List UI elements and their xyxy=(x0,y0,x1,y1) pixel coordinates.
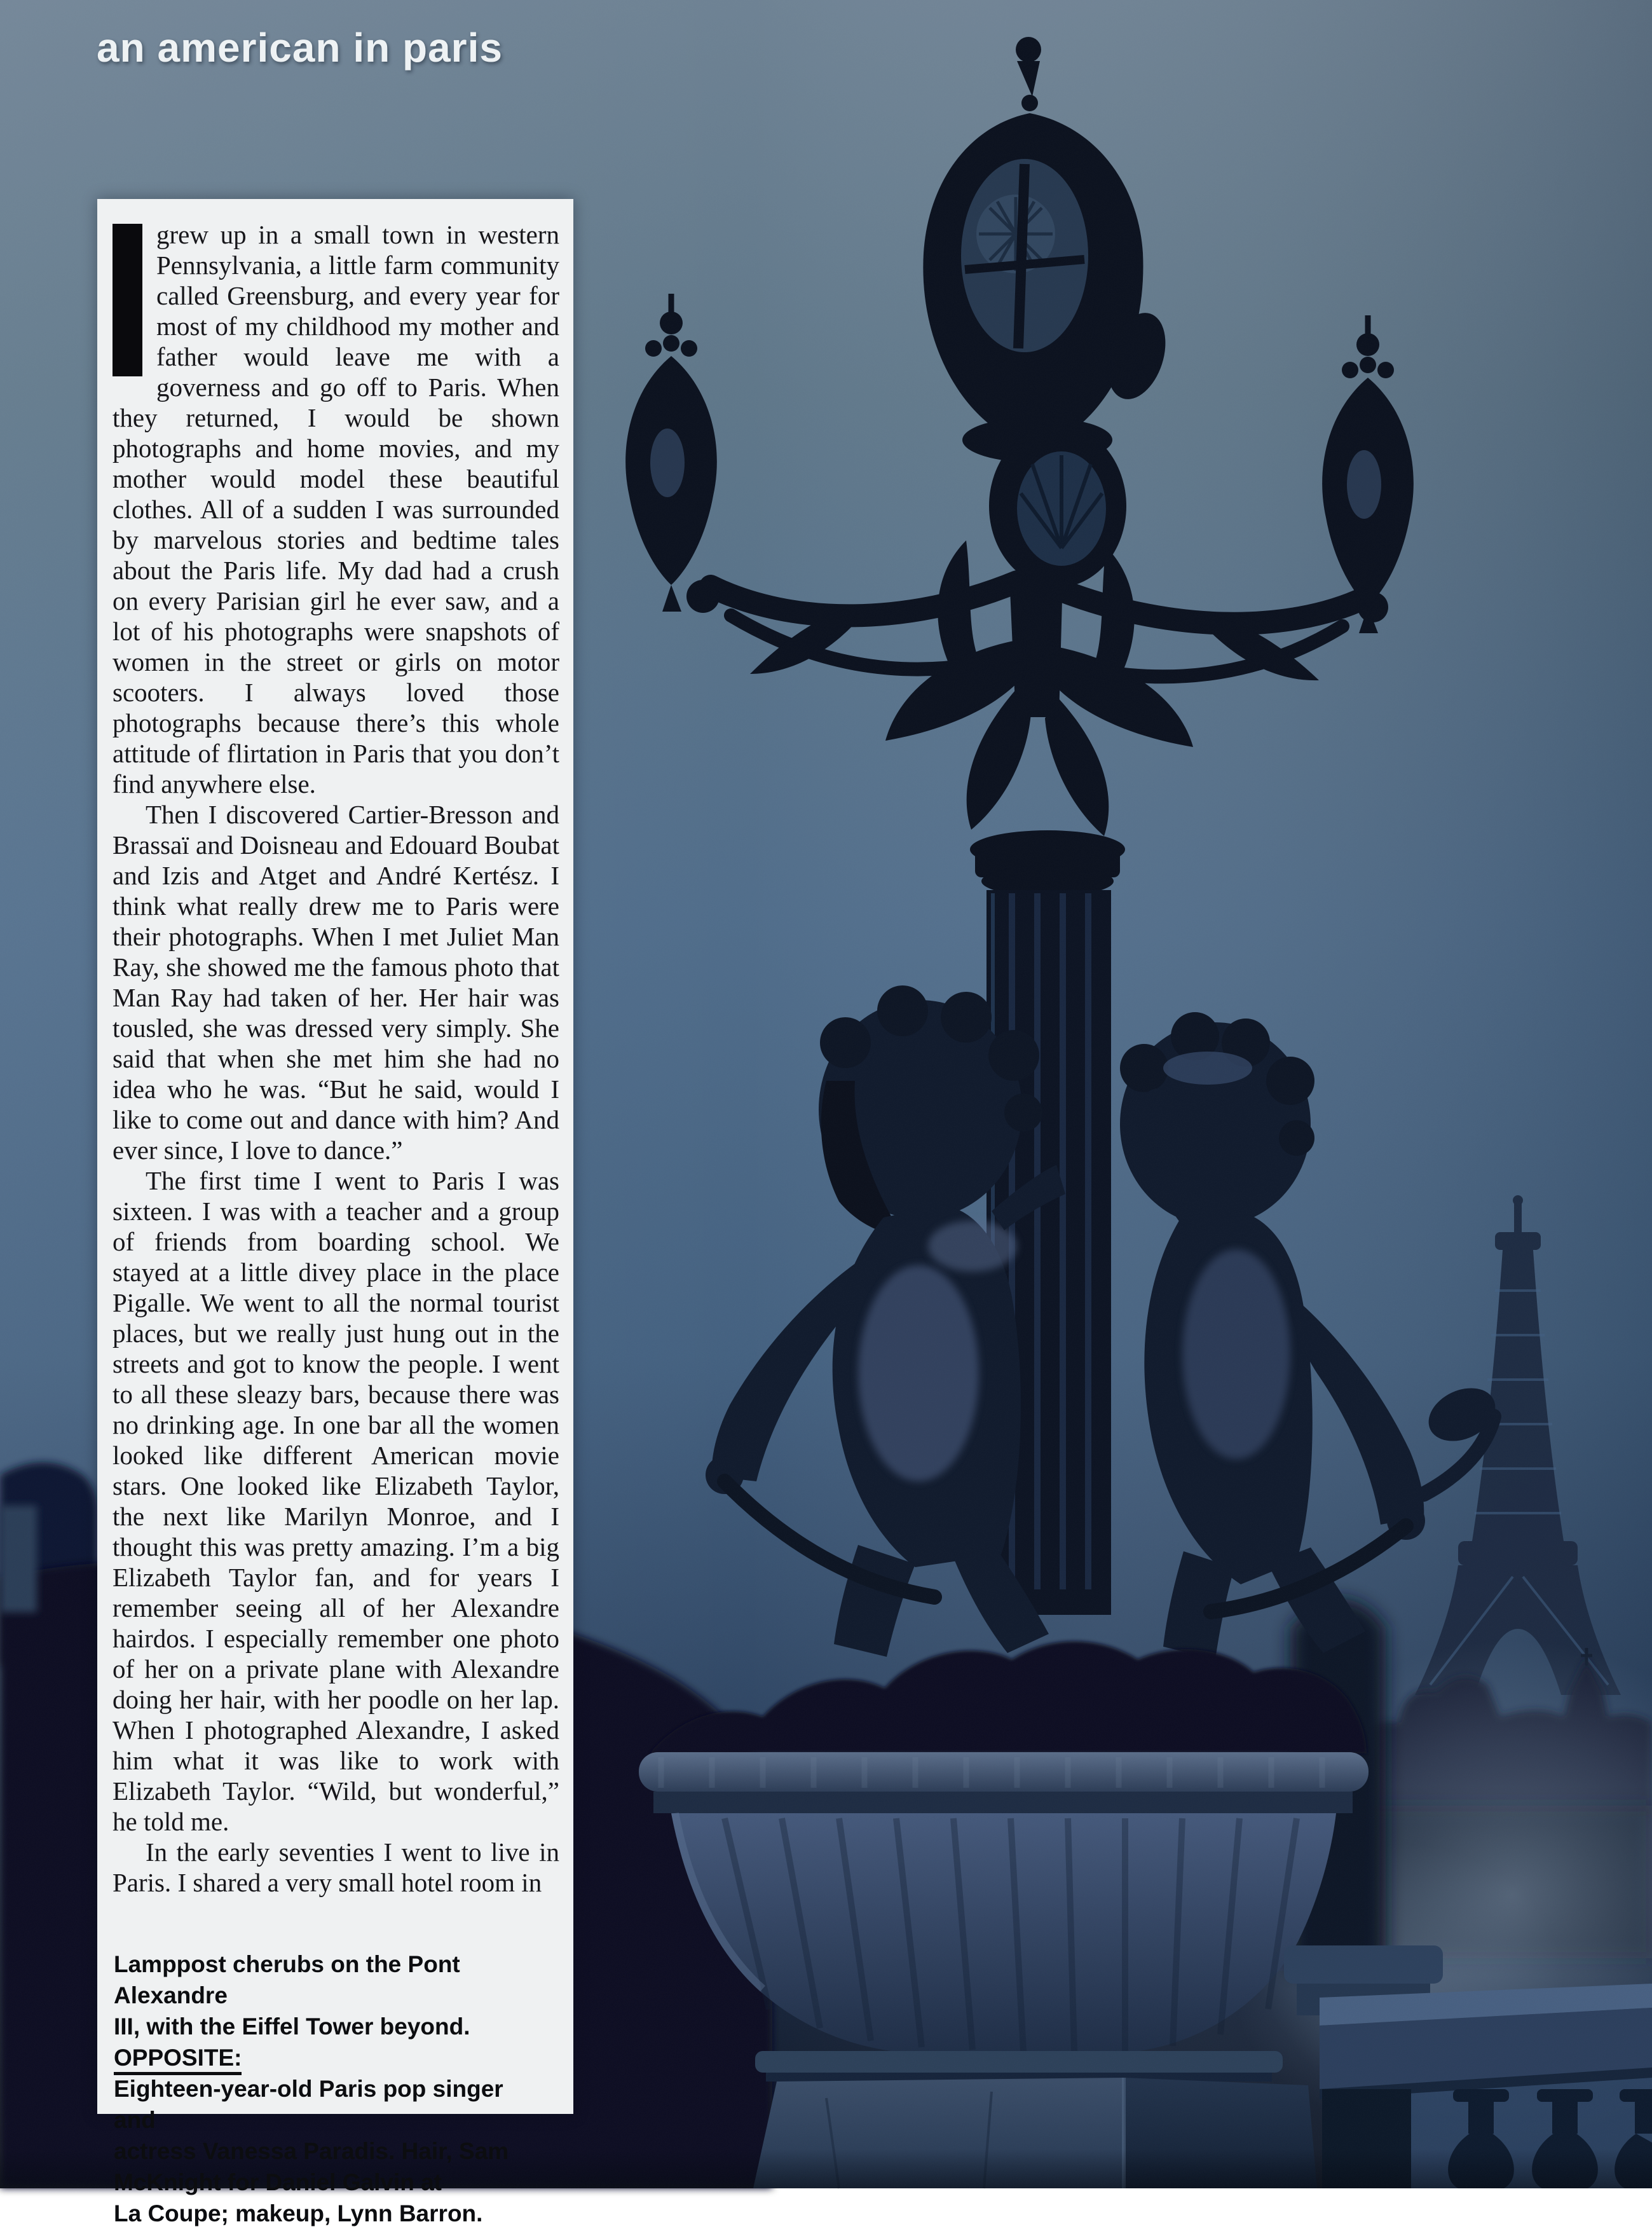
drop-cap-I xyxy=(113,224,142,376)
caption-line: La Coupe; makeup, Lynn Barron. xyxy=(114,2200,483,2226)
article-text xyxy=(113,219,559,1898)
caption-line: actress Vanessa Paradis. Hair, Sam xyxy=(114,2138,509,2164)
article-column xyxy=(97,199,573,2226)
caption-line: Lamppost cherubs on the Pont Alexandre xyxy=(114,1951,460,2008)
article-paragraph: In the early seventies I went to live in Paris. I shared a very small hotel room in xyxy=(113,1837,559,1897)
article-paragraph: grew up in a small town in western Pennsylvania, a little farm community called Greensburg, and every year for most of my childhood my mother and father would leave me with a governess and go off to Paris. When they returned, I would be shown photographs and home movies, and my mother would model these beautiful clothes. All of a sudden I was surrounded by marvelous stories and bedtime tales about the Paris life. My dad had a crush on every Parisian girl he ever saw, and a lot of his photographs were snapshots of women in the street or girls on motor scooters. I always loved those photographs because there’s this whole attitude of flirtation in Paris that you don’t find anywhere else. xyxy=(113,220,559,799)
article-paragraph: Then I discovered Cartier-Bresson and Brassaï and Doisneau and Edouard Boubat and Izis and Atget and André Kertész. I think what really drew me to Paris were their photographs. When I met Juliet Man Ray, she showed me the famous photo that Man Ray had taken of her. Her hair was tousled, she was dressed very simply. She said that when she met him she had no idea who he was. “But he said, would I like to come out and dance with him? And ever since, I love to dance.” xyxy=(113,800,559,1165)
caption-line: McKnight for Daniel Galvin at xyxy=(114,2169,442,2195)
page-title: an american in paris xyxy=(97,25,503,71)
caption-opposite-underlined: OPPOSITE: xyxy=(114,2045,242,2075)
article-paragraph: The first time I went to Paris I was sixteen. I was with a teacher and a group of friends from boarding school. We stayed at a little divey place in the place Pigalle. We went to all the normal tourist places, but we really just hung out in the streets and got to know the people. I went to all these sleazy bars, because there was no drinking age. In one bar all the women looked like different American movie stars. One looked like Elizabeth Taylor, the next like Marilyn Monroe, and I thought this was pretty amazing. I’m a big Elizabeth Taylor fan, and for years I remember seeing all of her Alexandre hairdos. I especially remember one photo of her on a private plane with Alexandre doing her hair, with her poodle on her lap. When I photographed Alexandre, I asked him what it was like to work with Elizabeth Taylor. “Wild, but wonderful,” he told me. xyxy=(113,1166,559,1836)
caption-line: III, with the Eiffel Tower beyond. OPPOSITE: xyxy=(114,2011,540,2073)
caption-line: Eighteen-year-old Paris pop singer and xyxy=(114,2076,503,2133)
photo-caption xyxy=(114,1949,540,2229)
